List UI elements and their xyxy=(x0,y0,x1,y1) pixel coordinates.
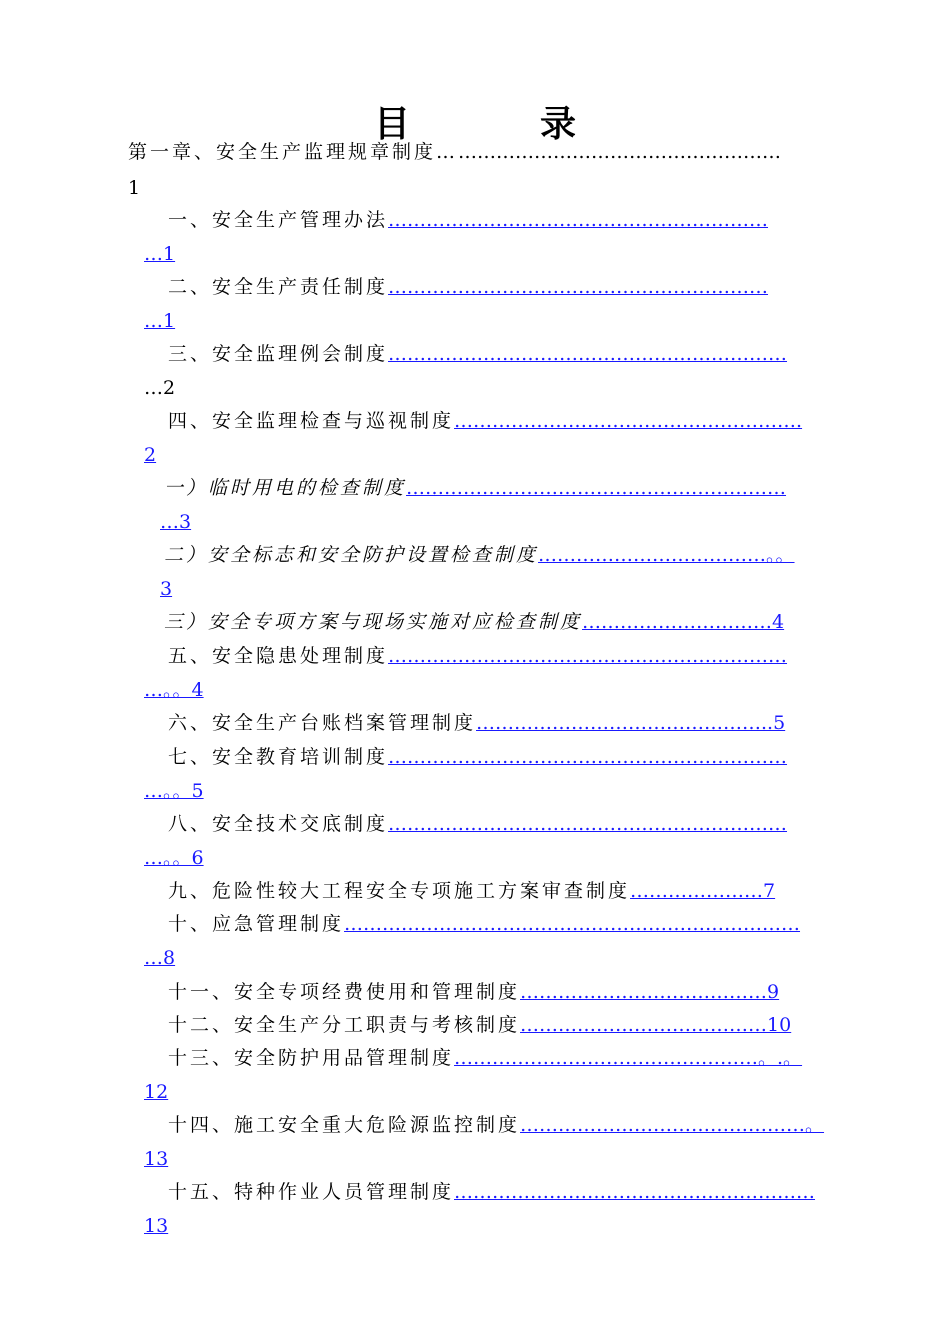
toc-label: 九、危险性较大工程安全专项施工方案审查制度 xyxy=(168,880,631,902)
toc-label: 八、安全技术交底制度 xyxy=(168,813,389,835)
toc-page-link[interactable]: 2 xyxy=(144,444,157,466)
toc-page-link[interactable]: …1 xyxy=(144,243,176,265)
toc-page: …2 xyxy=(144,377,176,399)
toc-link[interactable]: ………………………………………..5 xyxy=(476,712,786,734)
toc-entry-1[interactable] xyxy=(168,208,768,232)
toc-entry-14[interactable] xyxy=(168,1113,824,1137)
toc-label: 七、安全教育培训制度 xyxy=(168,746,389,768)
toc-link[interactable]: ………………………………………………. xyxy=(454,410,803,432)
toc-label: 十、应急管理制度 xyxy=(168,913,345,935)
toc-link[interactable]: …………………………………………………… xyxy=(388,209,769,231)
toc-link[interactable]: ………………………………。。 xyxy=(538,544,795,566)
toc-link[interactable]: …………………7 xyxy=(630,880,776,902)
toc-link[interactable]: …………………………………9 xyxy=(520,981,780,1003)
toc-subentry-3[interactable] xyxy=(164,610,784,634)
toc-label: 十三、安全防护用品管理制度 xyxy=(168,1047,455,1069)
toc-entry-10[interactable] xyxy=(168,912,800,936)
toc-link[interactable]: ………………………………………………… xyxy=(454,1181,816,1203)
toc-entry-12[interactable] xyxy=(168,1013,791,1037)
toc-label: 一）临时用电的检查制度 xyxy=(164,477,407,499)
toc-link[interactable]: …………………………………………………… xyxy=(406,477,787,499)
toc-page-link[interactable]: …8 xyxy=(144,947,176,969)
toc-label: 二）安全标志和安全防护设置检查制度 xyxy=(164,544,539,566)
toc-link[interactable]: …………………………………………。.。 xyxy=(454,1047,803,1069)
toc-link[interactable]: ……………………………………………………………… xyxy=(344,913,801,935)
toc-label: 十二、安全生产分工职责与考核制度 xyxy=(168,1014,521,1036)
toc-label: 十四、施工安全重大危险源监控制度 xyxy=(168,1114,521,1136)
toc-entry-8[interactable] xyxy=(168,812,787,836)
toc-page-link[interactable]: …。。6 xyxy=(144,847,204,869)
toc-page: 1 xyxy=(128,177,141,199)
toc-label: 三、安全监理例会制度 xyxy=(168,343,389,365)
toc-page-link[interactable]: …。。5 xyxy=(144,780,204,802)
toc-link[interactable]: ……………………………………………………… xyxy=(388,813,788,835)
toc-leader: …………………………………………… xyxy=(458,141,782,163)
toc-subentry-1[interactable] xyxy=(164,476,786,500)
toc-entry-2[interactable] xyxy=(168,275,768,299)
toc-label: 一、安全生产管理办法 xyxy=(168,209,389,231)
toc-entry-6[interactable] xyxy=(168,711,785,735)
toc-page-link[interactable]: 13 xyxy=(144,1148,169,1170)
toc-label: 十一、安全专项经费使用和管理制度 xyxy=(168,981,521,1003)
toc-entry-11[interactable] xyxy=(168,980,779,1004)
toc-entry-13[interactable] xyxy=(168,1046,802,1070)
toc-label: 六、安全生产台账档案管理制度 xyxy=(168,712,477,734)
toc-page-link[interactable]: 13 xyxy=(144,1215,169,1237)
toc-entry-15[interactable] xyxy=(168,1180,815,1204)
toc-entry-3[interactable] xyxy=(168,342,787,366)
toc-entry-9[interactable] xyxy=(168,879,775,903)
title-right-char: 录 xyxy=(540,104,577,145)
toc-chapter-1 xyxy=(128,140,781,164)
toc-link[interactable]: ………………………………………。 xyxy=(520,1114,825,1136)
toc-link[interactable]: ……………………………………………………… xyxy=(388,645,788,667)
toc-chapter-1-page xyxy=(128,176,140,200)
toc-label: 二、安全生产责任制度 xyxy=(168,276,389,298)
toc-entry-7[interactable] xyxy=(168,745,787,769)
toc-entry-5[interactable] xyxy=(168,644,787,668)
toc-page-link[interactable]: 3 xyxy=(160,578,173,600)
toc-link[interactable]: …………………………………10 xyxy=(520,1014,792,1036)
toc-link[interactable]: …………………………………………………… xyxy=(388,276,769,298)
title-left-char: 目 xyxy=(373,104,410,145)
toc-entry-4[interactable] xyxy=(168,409,802,433)
toc-label: 四、安全监理检查与巡视制度 xyxy=(168,410,455,432)
toc-page-link[interactable]: …。。4 xyxy=(144,679,204,701)
toc-page-link[interactable]: …1 xyxy=(144,310,176,332)
toc-subentry-2[interactable] xyxy=(164,543,795,567)
toc-page-link[interactable]: …3 xyxy=(160,511,192,533)
toc-page-link[interactable]: 12 xyxy=(144,1081,169,1103)
toc-label: 十五、特种作业人员管理制度 xyxy=(168,1181,455,1203)
toc-link[interactable]: …………………………4 xyxy=(582,611,785,633)
toc-link[interactable]: ……………………………………………………… xyxy=(388,343,788,365)
toc-label: 第一章、安全生产监理规章制度… xyxy=(128,141,459,163)
toc-label: 五、安全隐患处理制度 xyxy=(168,645,389,667)
toc-label: 三）安全专项方案与现场实施对应检查制度 xyxy=(164,611,583,633)
toc-link[interactable]: ……………………………………………………… xyxy=(388,746,788,768)
